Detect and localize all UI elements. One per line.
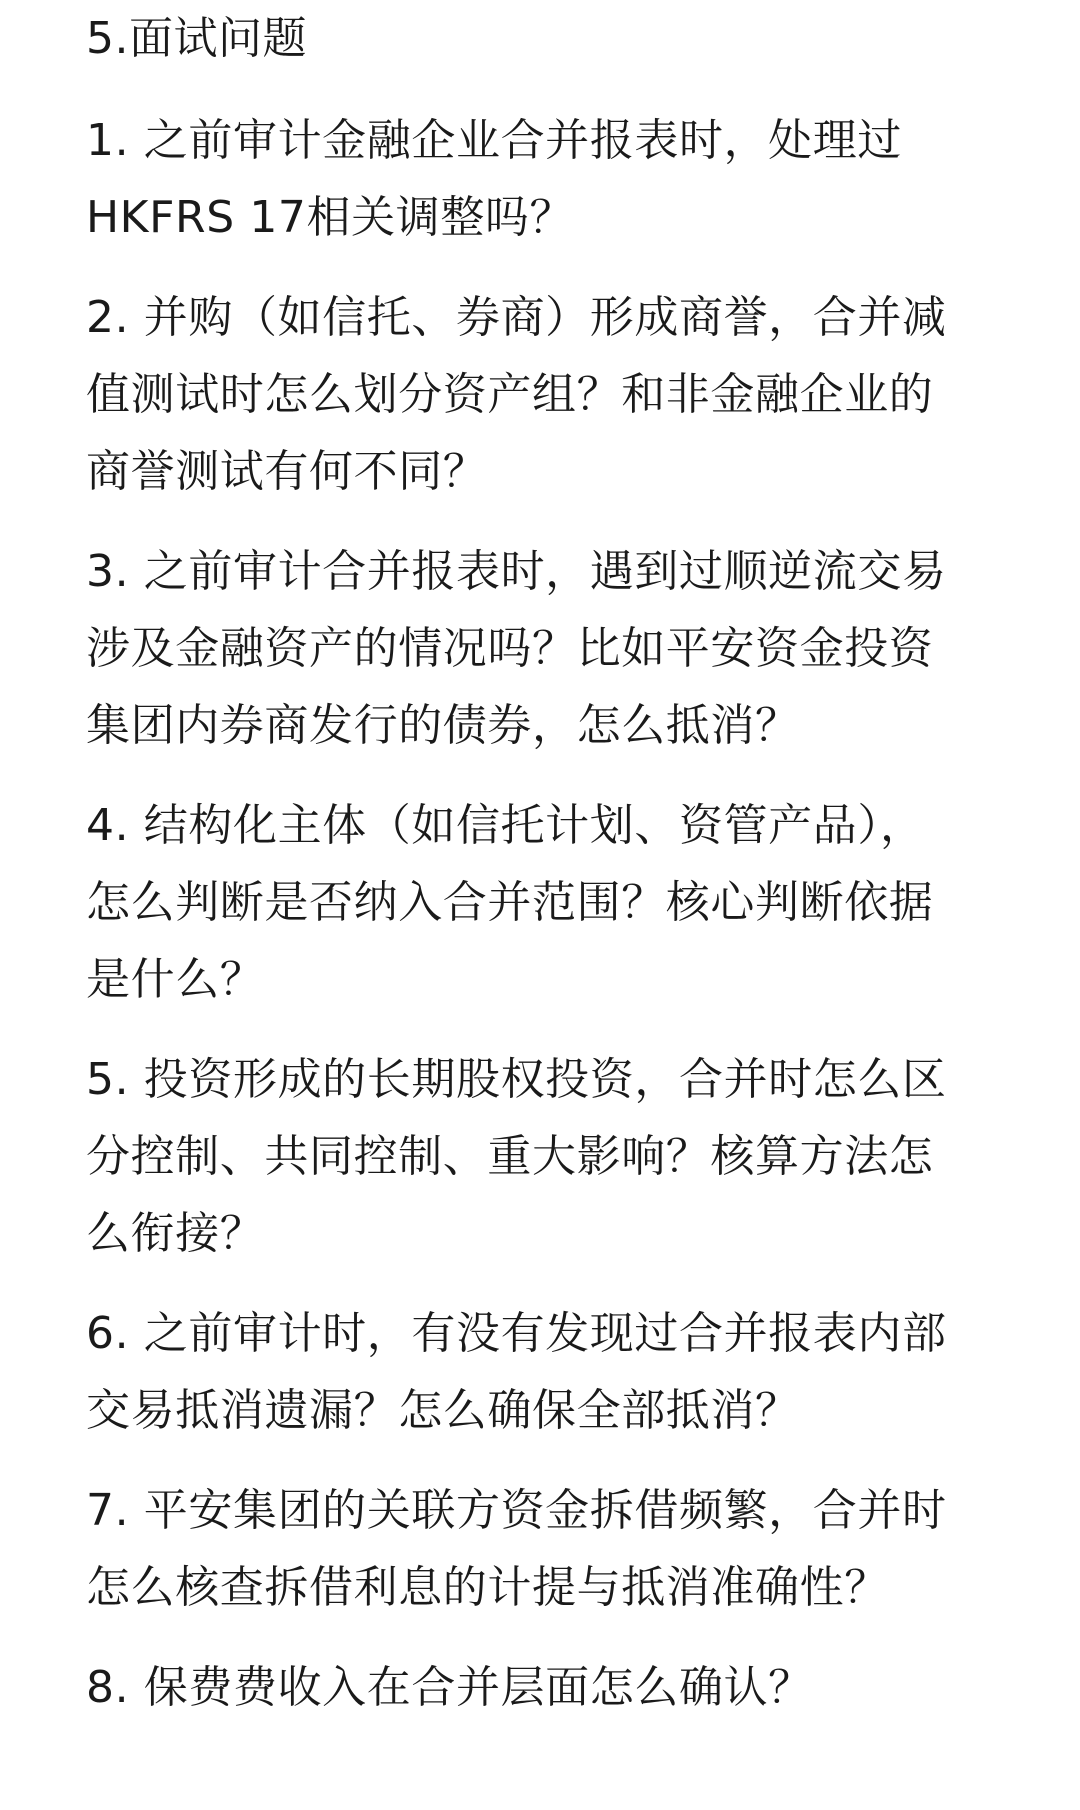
question-line: HKFRS 17相关调整吗？ — [86, 192, 575, 243]
section-heading: 5.面试问题 — [86, 13, 307, 64]
question-item — [86, 1041, 1006, 1272]
question-item — [86, 533, 1006, 764]
question-line: 分控制、共同控制、重大影响？核算方法怎 — [86, 1131, 934, 1182]
question-line: 7. 平安集团的关联方资金拆借频繁，合并时 — [86, 1485, 947, 1536]
question-line: 怎么判断是否纳入合并范围？核心判断依据 — [86, 877, 934, 928]
question-line: 3. 之前审计合并报表时，遇到过顺逆流交易 — [86, 546, 947, 597]
question-item — [86, 279, 1006, 510]
question-line: 集团内券商发行的债券，怎么抵消？ — [86, 700, 800, 751]
question-item — [86, 787, 1006, 1018]
question-item — [86, 102, 1006, 256]
question-line: 么衔接？ — [86, 1208, 265, 1259]
question-line: 是什么？ — [86, 954, 265, 1005]
question-line: 2. 并购（如信托、券商）形成商誉，合并减 — [86, 292, 947, 343]
question-line: 值测试时怎么划分资产组？和非金融企业的 — [86, 369, 934, 420]
question-item — [86, 1649, 1006, 1726]
question-line: 8. 保费费收入在合并层面怎么确认？ — [86, 1662, 813, 1713]
question-line: 5. 投资形成的长期股权投资，合并时怎么区 — [86, 1054, 947, 1105]
question-line: 6. 之前审计时，有没有发现过合并报表内部 — [86, 1308, 947, 1359]
question-line: 涉及金融资产的情况吗？比如平安资金投资 — [86, 623, 934, 674]
document-body — [86, 10, 1006, 1749]
question-line: 4. 结构化主体（如信托计划、资管产品）， — [86, 800, 925, 851]
question-line: 商誉测试有何不同？ — [86, 446, 488, 497]
question-item — [86, 1472, 1006, 1626]
question-line: 1. 之前审计金融企业合并报表时，处理过 — [86, 115, 902, 166]
question-line: 交易抵消遗漏？怎么确保全部抵消？ — [86, 1385, 800, 1436]
question-item — [86, 1295, 1006, 1449]
question-line: 怎么核查拆借利息的计提与抵消准确性？ — [86, 1562, 889, 1613]
